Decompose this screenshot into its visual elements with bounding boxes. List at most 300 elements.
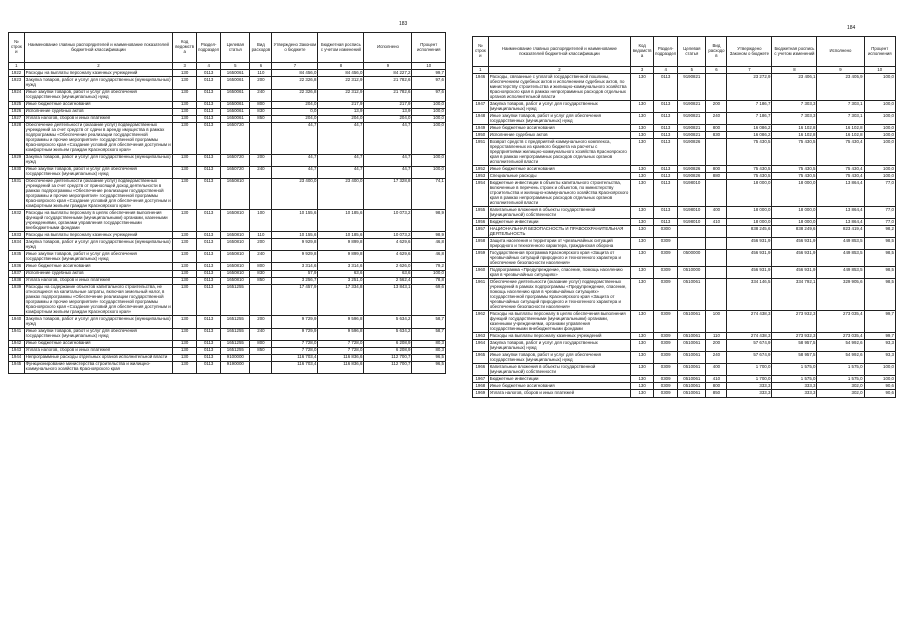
expense-type: 850 [250, 115, 272, 122]
table-row [9, 77, 446, 89]
table-row [473, 173, 896, 180]
section-code: 0113 [197, 340, 221, 347]
department-code: 130 [631, 139, 654, 166]
target-article: 9190821 [678, 74, 706, 101]
column-header: Целевая статья [678, 37, 706, 67]
target-article: 1650061 [221, 101, 250, 108]
table-row [473, 376, 896, 383]
expense-type [250, 354, 272, 361]
table-row [473, 250, 896, 267]
column-header: Процент исполнения [864, 37, 895, 67]
expense-type: 410 [706, 219, 727, 226]
executed-amount: 44,7 [364, 154, 412, 166]
expense-type: 800 [250, 101, 272, 108]
target-article: 9198010 [678, 219, 706, 226]
column-number: 8 [772, 67, 817, 74]
target-article: 1650810 [221, 239, 250, 251]
executed-amount: 54 992,6 [817, 352, 864, 364]
row-name: Уплата налогов, сборов и иных платежей [24, 347, 172, 354]
executed-amount: 7 303,1 [817, 101, 864, 113]
department-code: 130 [173, 354, 197, 361]
execution-percent: 80,3 [412, 340, 446, 347]
executed-amount: 302,0 [817, 390, 864, 397]
section-code: 0113 [197, 70, 221, 77]
approved-amount: 44,7 [272, 154, 318, 166]
execution-percent: 96,5 [412, 354, 446, 361]
budget-plan-amount: 84 456,0 [318, 70, 364, 77]
approved-amount: 16 086,2 [727, 132, 772, 139]
department-code: 130 [173, 361, 197, 373]
budget-plan-amount: 22 312,9 [318, 89, 364, 101]
executed-amount: 6 208,9 [364, 347, 412, 354]
executed-amount: 16 102,8 [817, 132, 864, 139]
executed-amount: 5 634,2 [364, 316, 412, 328]
row-name: Иные закупки товаров, работ и услуг для обеспечения государственных (муниципальных) нужд [24, 251, 172, 263]
section-code: 0309 [654, 279, 678, 311]
target-article: 0510061 [678, 333, 706, 340]
table-row [9, 101, 446, 108]
execution-percent: 46,8 [412, 251, 446, 263]
approved-amount: 333,3 [727, 383, 772, 390]
row-name: Непрограммные расходы отдельных органов исполнительной власти [24, 354, 172, 361]
approved-amount: 22 326,8 [272, 77, 318, 89]
section-code: 0113 [654, 180, 678, 207]
row-number: 1939 [9, 284, 25, 316]
row-name: Государственная программа Красноярского края «Защита от чрезвычайных ситуаций природного и техногенного характера и обеспечение безопасности населения» [488, 250, 630, 267]
executed-amount: 302,0 [817, 383, 864, 390]
row-number: 1954 [473, 180, 489, 207]
target-article: 0510061 [678, 364, 706, 376]
approved-amount: 57 674,9 [727, 340, 772, 352]
row-number: 1944 [9, 354, 25, 361]
row-number: 1962 [473, 311, 489, 333]
approved-amount: 7 186,7 [727, 101, 772, 113]
row-name: Уплата налогов, сборов и иных платежей [24, 277, 172, 284]
column-header: Процент исполнения [412, 33, 446, 63]
expense-type: 830 [250, 270, 272, 277]
expense-type [250, 284, 272, 316]
row-number: 1936 [9, 263, 25, 270]
column-header: Вид расходов [250, 33, 272, 63]
section-code: 0113 [654, 139, 678, 166]
row-name: Закупка товаров, работ и услуг для государственных (муниципальных) нужд [24, 316, 172, 328]
column-number: 4 [197, 63, 221, 70]
execution-percent: 100,0 [864, 113, 895, 125]
row-number: 1955 [473, 207, 489, 219]
execution-percent: 58,7 [412, 328, 446, 340]
target-article: 0510000 [678, 267, 706, 279]
department-code: 130 [631, 173, 654, 180]
approved-amount: 75 430,5 [727, 173, 772, 180]
execution-percent: 98,2 [864, 226, 895, 238]
approved-amount: 18 000,0 [727, 219, 772, 226]
section-code: 0113 [197, 251, 221, 263]
department-code: 130 [173, 89, 197, 101]
approved-amount: 75 430,5 [727, 139, 772, 166]
row-name: Закупка товаров, работ и услуг для государственных (муниципальных) нужд [24, 77, 172, 89]
expense-type [250, 178, 272, 210]
row-name: Функционирование министерства строительства и жилищно-коммунального хозяйства Красноярского края [24, 361, 172, 373]
column-header: Исполнено [817, 37, 864, 67]
table-row [9, 70, 446, 77]
column-header: Утверждено Законом о бюджете [272, 33, 318, 63]
section-code: 0113 [197, 89, 221, 101]
execution-percent: 77,0 [864, 180, 895, 207]
target-article: 1650061 [221, 89, 250, 101]
section-code: 0113 [197, 154, 221, 166]
table-row [9, 239, 446, 251]
table-row [473, 383, 896, 390]
table-row [473, 352, 896, 364]
approved-amount: 7 728,0 [272, 340, 318, 347]
expense-type [706, 226, 727, 238]
column-number: 8 [318, 63, 364, 70]
expense-type: 200 [250, 154, 272, 166]
approved-amount: 3 314,6 [272, 263, 318, 270]
executed-amount: 23 405,9 [817, 74, 864, 101]
department-code: 130 [173, 210, 197, 232]
table-row [9, 263, 446, 270]
section-code: 0113 [654, 125, 678, 132]
department-code: 130 [173, 340, 197, 347]
approved-amount: 204,0 [272, 101, 318, 108]
department-code: 130 [631, 166, 654, 173]
row-number: 1935 [9, 251, 25, 263]
column-header: Наименование главных распорядителей и наименование показателей бюджетной классификации [488, 37, 630, 67]
row-name: Иные бюджетные ассигнования [488, 383, 630, 390]
department-code: 130 [173, 108, 197, 115]
execution-percent: 100,0 [864, 139, 895, 166]
budget-plan-amount: 456 931,9 [772, 267, 817, 279]
row-name: Закупка товаров, работ и услуг для государственных (муниципальных) нужд [488, 101, 630, 113]
row-number: 1957 [473, 226, 489, 238]
budget-plan-amount: 116 836,6 [318, 354, 364, 361]
department-code: 130 [631, 364, 654, 376]
approved-amount: 9 729,9 [272, 328, 318, 340]
department-code: 130 [631, 250, 654, 267]
section-code: 0113 [197, 284, 221, 316]
row-name: Иные бюджетные ассигнования [488, 125, 630, 132]
table-row [473, 311, 896, 333]
target-article: 9190821 [678, 113, 706, 125]
executed-amount: 21 782,6 [364, 89, 412, 101]
column-header: Код ведомства [173, 33, 197, 63]
budget-plan-amount: 1 575,0 [772, 376, 817, 383]
column-number: 9 [817, 67, 864, 74]
table-row [9, 316, 446, 328]
budget-plan-amount: 58 957,5 [772, 340, 817, 352]
expense-type: 240 [250, 251, 272, 263]
row-number: 1924 [9, 89, 25, 101]
executed-amount: 329 905,6 [817, 279, 864, 311]
row-number: 1965 [473, 352, 489, 364]
column-header: Утверждено Законом о бюджете [727, 37, 772, 67]
executed-amount: 44,7 [364, 166, 412, 178]
department-code: 130 [173, 328, 197, 340]
row-number: 1945 [9, 361, 25, 373]
budget-plan-amount: 9 899,8 [318, 239, 364, 251]
table-row [9, 89, 446, 101]
row-number: 1927 [9, 115, 25, 122]
column-number: 3 [631, 67, 654, 74]
table-row [9, 178, 446, 210]
row-name: Иные бюджетные ассигнования [24, 101, 172, 108]
approved-amount: 17 457,9 [272, 284, 318, 316]
department-code: 130 [173, 263, 197, 270]
table-row [9, 166, 446, 178]
execution-percent: 98,5 [864, 267, 895, 279]
approved-amount: 1 700,0 [727, 364, 772, 376]
table-row [473, 226, 896, 238]
approved-amount: 456 931,9 [727, 250, 772, 267]
right-page [458, 0, 905, 640]
target-article: 1651255 [221, 340, 250, 347]
row-number: 1968 [473, 383, 489, 390]
table-row [9, 232, 446, 239]
executed-amount: 1 575,0 [817, 364, 864, 376]
department-code: 130 [631, 376, 654, 383]
execution-percent: 100,0 [412, 122, 446, 154]
expense-type: 830 [706, 132, 727, 139]
table-row [9, 122, 446, 154]
row-number: 1958 [473, 238, 489, 250]
target-article: 9190826 [678, 173, 706, 180]
table-row [9, 115, 446, 122]
expense-type [250, 122, 272, 154]
column-header: № строки [473, 37, 489, 67]
row-name: Закупка товаров, работ и услуг для государственных (муниципальных) нужд [24, 154, 172, 166]
table-row [473, 333, 896, 340]
approved-amount: 9 929,8 [272, 251, 318, 263]
department-code: 130 [631, 219, 654, 226]
table-row [473, 364, 896, 376]
row-number: 1956 [473, 219, 489, 226]
section-code: 0309 [654, 333, 678, 340]
budget-plan-amount: 18 000,0 [772, 219, 817, 226]
table-row [473, 238, 896, 250]
execution-percent: 100,0 [412, 101, 446, 108]
executed-amount: 4 629,6 [364, 251, 412, 263]
section-code: 0113 [197, 210, 221, 232]
target-article: 1650810 [221, 277, 250, 284]
executed-amount: 217,9 [364, 101, 412, 108]
row-number: 1952 [473, 166, 489, 173]
row-number: 1948 [473, 113, 489, 125]
department-code: 130 [173, 316, 197, 328]
row-number: 1931 [9, 178, 25, 210]
section-code: 0113 [197, 232, 221, 239]
row-number: 1926 [9, 108, 25, 115]
column-header: Код ведомства [631, 37, 654, 67]
budget-plan-amount: 273 932,3 [772, 311, 817, 333]
executed-amount: 13 864,4 [817, 180, 864, 207]
department-code: 130 [173, 251, 197, 263]
execution-percent: 97,6 [412, 77, 446, 89]
section-code: 0309 [654, 340, 678, 352]
target-article: 9190821 [678, 125, 706, 132]
section-code: 0113 [654, 166, 678, 173]
budget-plan-amount: 75 430,5 [772, 166, 817, 173]
table-row [473, 132, 896, 139]
executed-amount: 84 227,2 [364, 70, 412, 77]
department-code: 130 [173, 232, 197, 239]
execution-percent: 100,0 [864, 173, 895, 180]
execution-percent: 100,0 [864, 364, 895, 376]
budget-plan-amount: 75 430,5 [772, 139, 817, 166]
row-number: 1953 [473, 173, 489, 180]
column-header: Наименование главных распорядителей и наименование показателей бюджетной классификации [24, 33, 172, 63]
expense-type: 240 [250, 328, 272, 340]
column-number: 5 [221, 63, 250, 70]
row-name: Иные бюджетные ассигнования [24, 263, 172, 270]
expense-type: 850 [250, 277, 272, 284]
row-number: 1933 [9, 232, 25, 239]
row-name: Защита населения и территории от чрезвычайных ситуаций природного и техногенного характера, гражданская оборона [488, 238, 630, 250]
execution-percent: 99,7 [864, 311, 895, 333]
column-number: 4 [654, 67, 678, 74]
department-code: 130 [173, 347, 197, 354]
budget-plan-amount: 838 249,6 [772, 226, 817, 238]
budget-plan-amount: 23 406,1 [772, 74, 817, 101]
row-number: 1949 [473, 125, 489, 132]
table-row [473, 180, 896, 207]
approved-amount: 3 256,7 [272, 277, 318, 284]
expense-type [706, 74, 727, 101]
row-number: 1929 [9, 154, 25, 166]
executed-amount: 75 430,4 [817, 173, 864, 180]
department-code: 130 [173, 115, 197, 122]
column-number: 9 [364, 63, 412, 70]
executed-amount: 13,9 [364, 108, 412, 115]
section-code: 0113 [197, 115, 221, 122]
section-code: 0113 [197, 361, 221, 373]
target-article: 1650810 [221, 178, 250, 210]
budget-plan-amount: 75 430,5 [772, 173, 817, 180]
expense-type: 100 [706, 311, 727, 333]
row-name: Бюджетные инвестиции [488, 219, 630, 226]
section-code: 0309 [654, 364, 678, 376]
budget-plan-amount: 7 303,3 [772, 101, 817, 113]
column-number: 6 [706, 67, 727, 74]
expense-type: 240 [250, 89, 272, 101]
execution-percent: 78,8 [412, 277, 446, 284]
budget-plan-amount: 18 000,0 [772, 207, 817, 219]
department-code: 130 [173, 277, 197, 284]
table-row [473, 113, 896, 125]
department-code: 130 [631, 352, 654, 364]
executed-amount: 13 843,1 [364, 284, 412, 316]
budget-plan-amount: 58 957,5 [772, 352, 817, 364]
section-code: 0309 [654, 250, 678, 267]
department-code: 130 [631, 180, 654, 207]
department-code: 130 [173, 70, 197, 77]
expense-type: 830 [250, 108, 272, 115]
approved-amount: 23 400,0 [272, 178, 318, 210]
section-code: 0113 [654, 207, 678, 219]
target-article: 1651255 [221, 316, 250, 328]
approved-amount: 57,9 [272, 270, 318, 277]
department-code: 130 [631, 125, 654, 132]
row-name: Расходы на выплаты персоналу в целях обеспечения выполнения функций государственными (муниципальными) органами, казенными учреждениями, органами управления государственными внебюджетными фондами [488, 311, 630, 333]
budget-plan-amount: 273 932,3 [772, 333, 817, 340]
row-name: Капитальные вложения в объекты государственной (муниципальной) собственности [488, 207, 630, 219]
target-article: 1651255 [221, 347, 250, 354]
budget-plan-amount: 3 314,6 [318, 263, 364, 270]
executed-amount: 13 864,4 [817, 219, 864, 226]
target-article: 1650061 [221, 77, 250, 89]
row-name: Иные закупки товаров, работ и услуг для обеспечения государственных (муниципальных) нужд [24, 328, 172, 340]
row-number: 1964 [473, 340, 489, 352]
table-row [9, 284, 446, 316]
budget-plan-amount: 44,7 [318, 166, 364, 178]
executed-amount: 449 853,5 [817, 267, 864, 279]
budget-plan-amount: 23 400,0 [318, 178, 364, 210]
expense-type: 400 [706, 364, 727, 376]
budget-plan-amount: 217,9 [318, 101, 364, 108]
row-name: Расходы на выплаты персоналу в целях обеспечения выполнения функций государственными (муниципальными) органами, казенными учреждениями, органами управления государственными внебюджетными фондами [24, 210, 172, 232]
executed-amount: 21 782,6 [364, 77, 412, 89]
department-code: 130 [631, 311, 654, 333]
execution-percent: 100,0 [864, 101, 895, 113]
execution-percent: 96,5 [412, 361, 446, 373]
department-code: 130 [631, 101, 654, 113]
execution-percent: 69,6 [412, 284, 446, 316]
execution-percent: 100,0 [864, 74, 895, 101]
expense-type [706, 238, 727, 250]
department-code: 130 [173, 178, 197, 210]
department-code: 130 [631, 383, 654, 390]
row-number: 1960 [473, 267, 489, 279]
row-number: 1967 [473, 376, 489, 383]
expense-type [706, 180, 727, 207]
column-number: 2 [488, 67, 630, 74]
target-article: 0510061 [678, 352, 706, 364]
execution-percent: 74,1 [412, 178, 446, 210]
row-number: 1934 [9, 239, 25, 251]
execution-percent: 77,0 [864, 207, 895, 219]
column-number: 1 [473, 67, 489, 74]
row-name: Обеспечение деятельности (оказание услуг) подведомственных учреждений в рамках подпрограммы «Предупреждение, спасение, помощь населению края в чрезвычайных ситуациях» государственной программы Красноярского края «Защита от чрезвычайных ситуаций природного и техногенного характера и обеспечение безопасности населения» [488, 279, 630, 311]
table-row [473, 390, 896, 397]
approved-amount: 116 703,4 [272, 354, 318, 361]
section-code: 0113 [197, 270, 221, 277]
section-code: 0309 [654, 352, 678, 364]
department-code: 130 [173, 101, 197, 108]
target-article: 0510061 [678, 340, 706, 352]
row-name: Уплата налогов, сборов и иных платежей [488, 390, 630, 397]
approved-amount: 75 430,5 [727, 166, 772, 173]
approved-amount: 84 456,0 [272, 70, 318, 77]
execution-percent: 99,7 [412, 70, 446, 77]
row-number: 1963 [473, 333, 489, 340]
budget-plan-amount: 204,0 [318, 115, 364, 122]
left-page [0, 0, 452, 640]
row-name: Закупка товаров, работ и услуг для государственных (муниципальных) нужд [488, 340, 630, 352]
executed-amount: 823 419,4 [817, 226, 864, 238]
row-number: 1969 [473, 390, 489, 397]
row-name: Расходы на выплаты персоналу казенных учреждений [24, 70, 172, 77]
expense-type: 850 [706, 390, 727, 397]
target-article: 9198010 [678, 207, 706, 219]
department-code: 130 [631, 333, 654, 340]
target-article: 1651255 [221, 284, 250, 316]
target-article: 0510061 [678, 279, 706, 311]
executed-amount: 1 575,0 [817, 376, 864, 383]
table-row [9, 108, 446, 115]
row-number: 1951 [473, 139, 489, 166]
expense-type: 110 [706, 333, 727, 340]
approved-amount: 333,3 [727, 390, 772, 397]
